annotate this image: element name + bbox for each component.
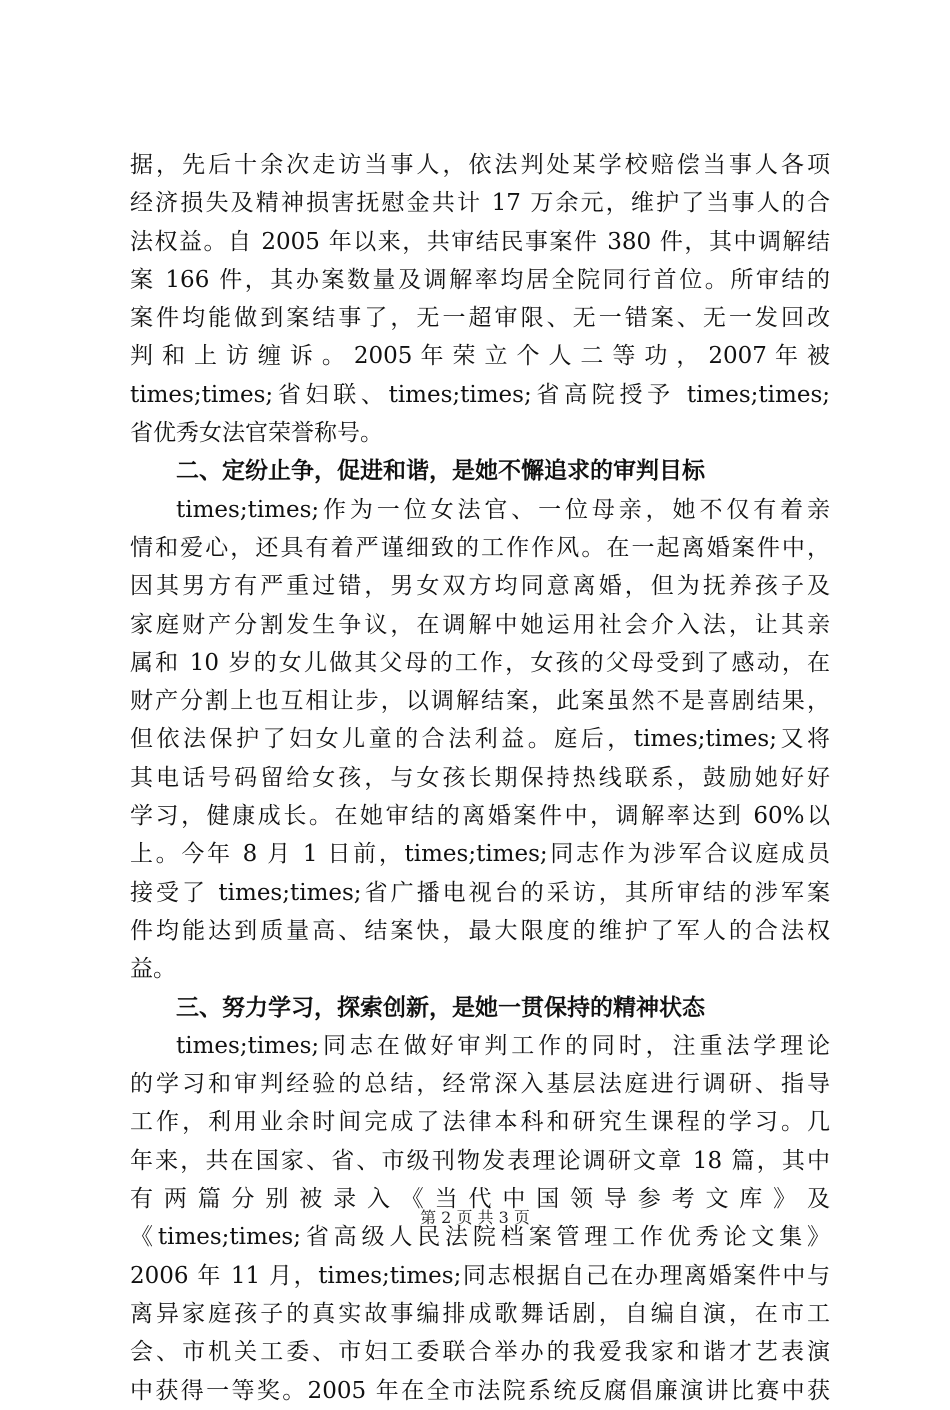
text-line: 学习，健康成长。在她审结的离婚案件中，调解率达到 60%以 (130, 803, 830, 830)
text-line: 情和爱心，还具有着严谨细致的工作作风。在一起离婚案件中， (130, 534, 830, 561)
section-heading-3: 三、努力学习，探索创新，是她一贯保持的精神状态 (176, 994, 705, 1021)
text-line: 家庭财产分割发生争议，在调解中她运用社会介入法，让其亲 (130, 611, 830, 638)
text-line: 会、市机关工委、市妇工委联合举办的我爱我家和谐才艺表演 (130, 1339, 830, 1366)
text-line: 省优秀女法官荣誉称号。 (130, 420, 383, 447)
text-line: times;times;省妇联、times;times;省高院授予 times;times; (130, 381, 830, 408)
text-line: 《times;times;省高级人民法院档案管理工作优秀论文集》 (130, 1224, 830, 1251)
section-heading-2: 二、定纷止争，促进和谐，是她不懈追求的审判目标 (176, 458, 705, 485)
text-line: 据，先后十余次走访当事人，依法判处某学校赔偿当事人各项 (130, 152, 830, 178)
text-line: 经济损失及精神损害抚慰金共计 17 万余元，维护了当事人的合 (130, 190, 830, 217)
text-line: 益。 (130, 956, 176, 983)
text-line: 案件均能做到案结事了，无一超审限、无一错案、无一发回改 (130, 305, 830, 332)
page-footer: 第 2 页 共 3 页 (420, 1208, 530, 1227)
text-line: 件均能达到质量高、结案快，最大限度的维护了军人的合法权 (130, 917, 830, 944)
text-line: 其电话号码留给女孩，与女孩长期保持热线联系，鼓励她好好 (130, 764, 830, 791)
text-line: 案 166 件，其办案数量及调解率均居全院同行首位。所审结的 (130, 266, 830, 293)
text-line: 中获得一等奖。2005 年在全市法院系统反腐倡廉演讲比赛中获 (130, 1377, 830, 1404)
text-line: 年来，共在国家、省、市级刊物发表理论调研文章 18 篇，其中 (130, 1147, 830, 1174)
text-line: 财产分割上也互相让步，以调解结案，此案虽然不是喜剧结果， (130, 688, 830, 715)
text-line: 法权益。自 2005 年以来，共审结民事案件 380 件，其中调解结 (130, 228, 830, 255)
text-line: 有 两 篇 分 别 被 录 入 《 当 代 中 国 领 导 参 考 文 库 》 及 (130, 1186, 830, 1213)
text-line: 2006 年 11 月，times;times;同志根据自己在办理离婚案件中与 (130, 1262, 830, 1289)
text-line: times;times;同志在做好审判工作的同时，注重法学理论 (176, 1032, 830, 1059)
text-line: 因其男方有严重过错，男女双方均同意离婚，但为抚养孩子及 (130, 573, 830, 600)
text-line: 属和 10 岁的女儿做其父母的工作，女孩的父母受到了感动，在 (130, 649, 830, 676)
text-line: times;times;作为一位女法官、一位母亲，她不仅有着亲 (176, 496, 830, 523)
text-line: 上。今年 8 月 1 日前，times;times;同志作为涉军合议庭成员 (130, 841, 830, 868)
text-line: 但依法保护了妇女儿童的合法利益。庭后，times;times;又将 (130, 726, 830, 753)
text-line: 离异家庭孩子的真实故事编排成歌舞话剧，自编自演，在市工 (130, 1300, 830, 1327)
text-line: 接受了 times;times;省广播电视台的采访，其所审结的涉军案 (130, 879, 830, 906)
text-line: 的学习和审判经验的总结，经常深入基层法庭进行调研、指导 (130, 1071, 830, 1098)
text-line: 判 和 上 访 缠 诉 。 2005 年 荣 立 个 人 二 等 功 ， 2007 年 被 (130, 343, 830, 370)
text-line: 工作，利用业余时间完成了法律本科和研究生课程的学习。几 (130, 1109, 830, 1136)
